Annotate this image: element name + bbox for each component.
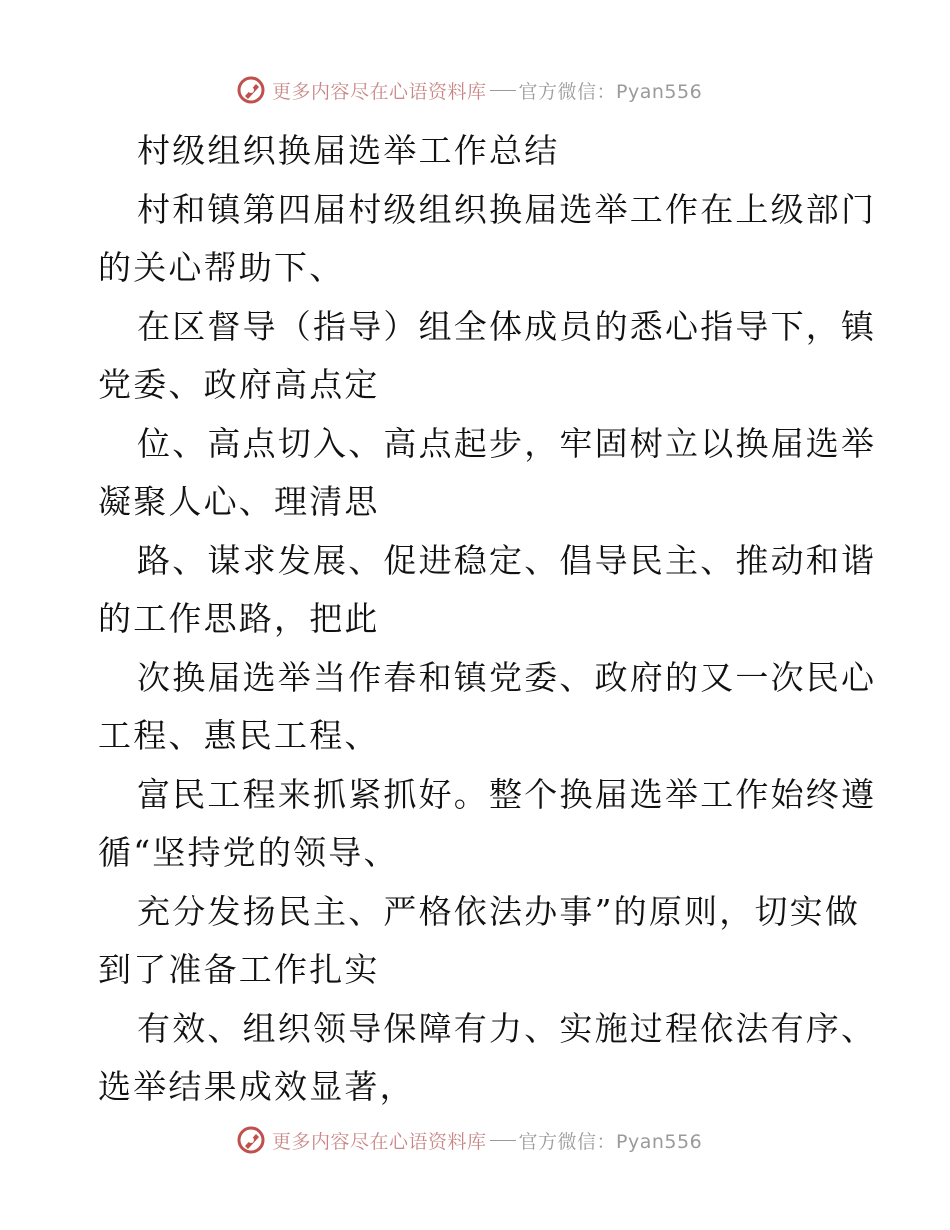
document-body	[98, 122, 877, 1117]
paragraph-line: 位、高点切入、高点起步，牢固树立以换届选举	[137, 423, 877, 463]
footer-watermark	[236, 1122, 702, 1158]
paragraph-line: 的关心帮助下、	[98, 248, 345, 287]
paragraph-line: 凝聚人心、理清思	[98, 482, 380, 521]
header-watermark	[236, 72, 702, 108]
paragraph-line: 的工作思路，把此	[98, 599, 380, 638]
paragraph-line: 次换届选举当作春和镇党委、政府的又一次民心	[137, 657, 877, 697]
watermark-text: 更多内容尽在心语资料库	[272, 1130, 487, 1153]
watermark-contact: 官方微信：Pyan556	[518, 1130, 703, 1153]
watermark-text: 更多内容尽在心语资料库	[272, 80, 487, 103]
paragraph-line: 工程、惠民工程、	[98, 716, 380, 755]
pen-logo-icon	[236, 75, 266, 105]
paragraph-line: 到了准备工作扎实	[98, 950, 380, 989]
paragraph-line: 循“坚持党的领导、	[98, 833, 399, 872]
paragraph-line: 富民工程来抓紧抓好。整个换届选举工作始终遵	[137, 774, 877, 814]
paragraph-line: 村和镇第四届村级组织换届选举工作在上级部门	[137, 189, 877, 229]
paragraph-line: 党委、政府高点定	[98, 365, 380, 404]
paragraph-line: 有效、组织领导保障有力、实施过程依法有序、	[137, 1008, 877, 1048]
document-title: 村级组织换届选举工作总结	[137, 131, 560, 170]
watermark-contact: 官方微信：Pyan556	[518, 80, 703, 103]
paragraph-line: 在区督导（指导）组全体成员的悉心指导下，镇	[137, 306, 877, 346]
watermark-separator	[490, 1140, 516, 1141]
paragraph-line: 选举结果成效显著，	[98, 1067, 415, 1106]
paragraph-line: 充分发扬民主、严格依法办事”的原则，切实做	[137, 891, 861, 931]
pen-logo-icon	[236, 1125, 266, 1155]
watermark-separator	[490, 90, 516, 91]
paragraph-line: 路、谋求发展、促进稳定、倡导民主、推动和谐	[137, 540, 877, 580]
